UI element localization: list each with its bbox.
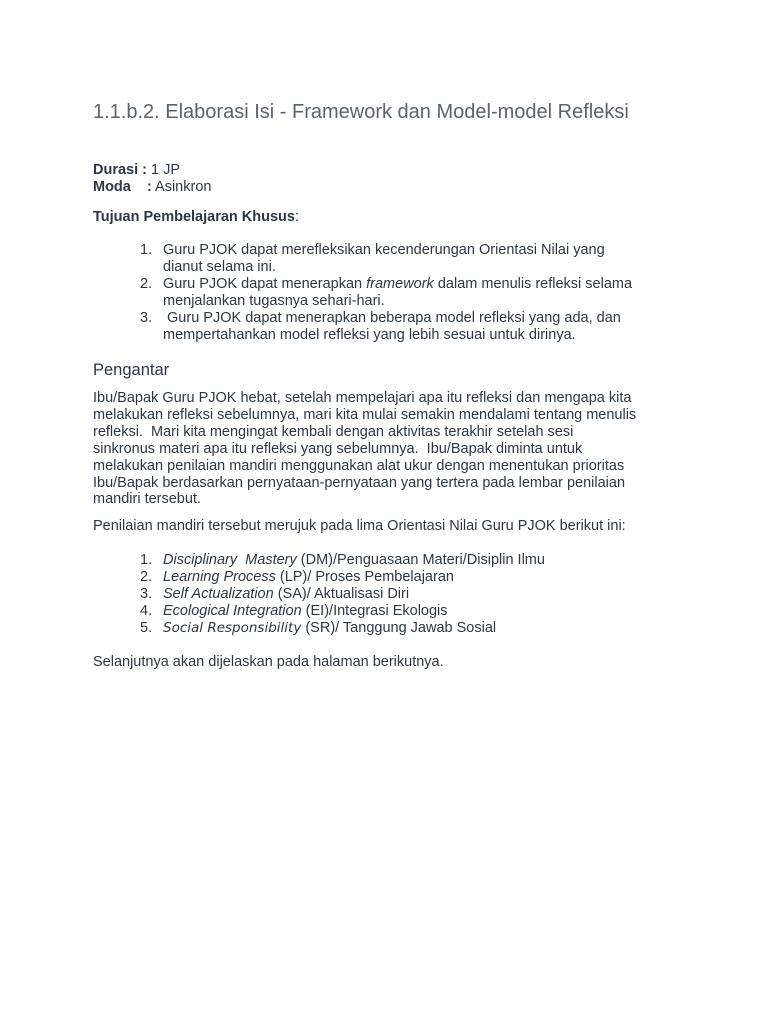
goals-heading-colon: :: [294, 209, 300, 225]
moda-value: Asinkron: [151, 179, 212, 195]
paragraph-line: refleksi. Mari kita mengingat kembali dengan aktivitas terakhir setelah sesi: [93, 423, 574, 440]
list-number: 1.: [140, 552, 153, 568]
paragraph-line: mandiri tersebut.: [93, 491, 201, 508]
list-item: [93, 242, 693, 276]
list-item-line: dianut selama ini.: [163, 259, 276, 275]
text-segment: (LP)/ Proses Pembelajaran: [275, 569, 454, 585]
list-item-line: mempertahankan model refleksi yang lebih sesuai untuk dirinya.: [163, 327, 576, 343]
list-item-line: Guru PJOK dapat menerapkan beberapa model refleksi yang ada, dan: [163, 310, 621, 326]
moda-row: [93, 179, 211, 196]
paragraph-line: Ibu/Bapak berdasarkan pernyataan-pernyataan yang tertera pada lembar penilaian: [93, 474, 626, 491]
text-segment: (SR)/ Tanggung Jawab Sosial: [301, 620, 497, 636]
intro-paragraph: [93, 390, 683, 508]
meta-info: [93, 162, 211, 196]
emphasis-text: Ecological Integration: [163, 603, 302, 619]
emphasis-text: Learning Process: [163, 569, 276, 585]
list-number: 2.: [140, 276, 153, 292]
text-segment: (EI)/Integrasi Ekologis: [301, 603, 448, 619]
list-item-line: menjalankan tugasnya sehari-hari.: [163, 293, 385, 309]
orientasi-list: [93, 552, 693, 637]
paragraph-line: melakukan refleksi sebelumnya, mari kita mulai semakin mendalami tentang menulis: [93, 406, 637, 423]
list-number: 5.: [140, 620, 153, 636]
list-item: [93, 552, 693, 569]
list-number: 2.: [140, 569, 153, 585]
list-item: [93, 276, 693, 310]
emphasis-text: Social Responsibility: [163, 620, 302, 636]
list-item: [93, 310, 693, 344]
goals-heading: [93, 208, 299, 226]
list-item-line: [163, 276, 693, 293]
list-number: 1.: [140, 242, 153, 258]
goals-list: [93, 242, 693, 344]
durasi-value: 1 JP: [147, 162, 181, 178]
durasi-row: [93, 162, 211, 179]
list-number: 3.: [140, 586, 153, 602]
emphasis-text: Self Actualization: [163, 586, 274, 602]
list-number: 3.: [140, 310, 153, 326]
list-item: [93, 569, 693, 586]
page-title: 1.1.b.2. Elaborasi Isi - Framework dan Model-model Refleksi: [93, 101, 629, 123]
text-segment: (DM)/Penguasaan Materi/Disiplin Ilmu: [296, 552, 545, 568]
durasi-label: Durasi :: [93, 162, 147, 178]
list-item: [93, 620, 693, 637]
text-segment: dalam menulis refleksi selama: [433, 276, 633, 292]
list-item: [93, 603, 693, 620]
moda-label: Moda :: [93, 179, 152, 195]
list-item: [93, 586, 693, 603]
list-item-line: Guru PJOK dapat merefleksikan kecenderungan Orientasi Nilai yang: [163, 242, 605, 258]
section-title: Pengantar: [93, 361, 170, 379]
paragraph-line: sinkronus materi apa itu refleksi yang sebelumnya. Ibu/Bapak diminta untuk: [93, 440, 583, 457]
emphasis-text: Disciplinary Mastery: [163, 552, 297, 568]
closing-text: Selanjutnya akan dijelaskan pada halaman berikutnya.: [93, 654, 444, 670]
text-segment: (SA)/ Aktualisasi Diri: [273, 586, 410, 602]
paragraph-line: Ibu/Bapak Guru PJOK hebat, setelah mempelajari apa itu refleksi dan mengapa kita: [93, 390, 632, 406]
emphasis-text: framework: [366, 276, 434, 292]
orientasi-intro: Penilaian mandiri tersebut merujuk pada lima Orientasi Nilai Guru PJOK berikut ini:: [93, 518, 626, 534]
paragraph-line: melakukan penilaian mandiri menggunakan alat ukur dengan menentukan prioritas: [93, 457, 625, 474]
text-segment: Guru PJOK dapat menerapkan: [163, 276, 367, 292]
goals-heading-label: Tujuan Pembelajaran Khusus: [93, 209, 295, 225]
list-number: 4.: [140, 603, 153, 619]
